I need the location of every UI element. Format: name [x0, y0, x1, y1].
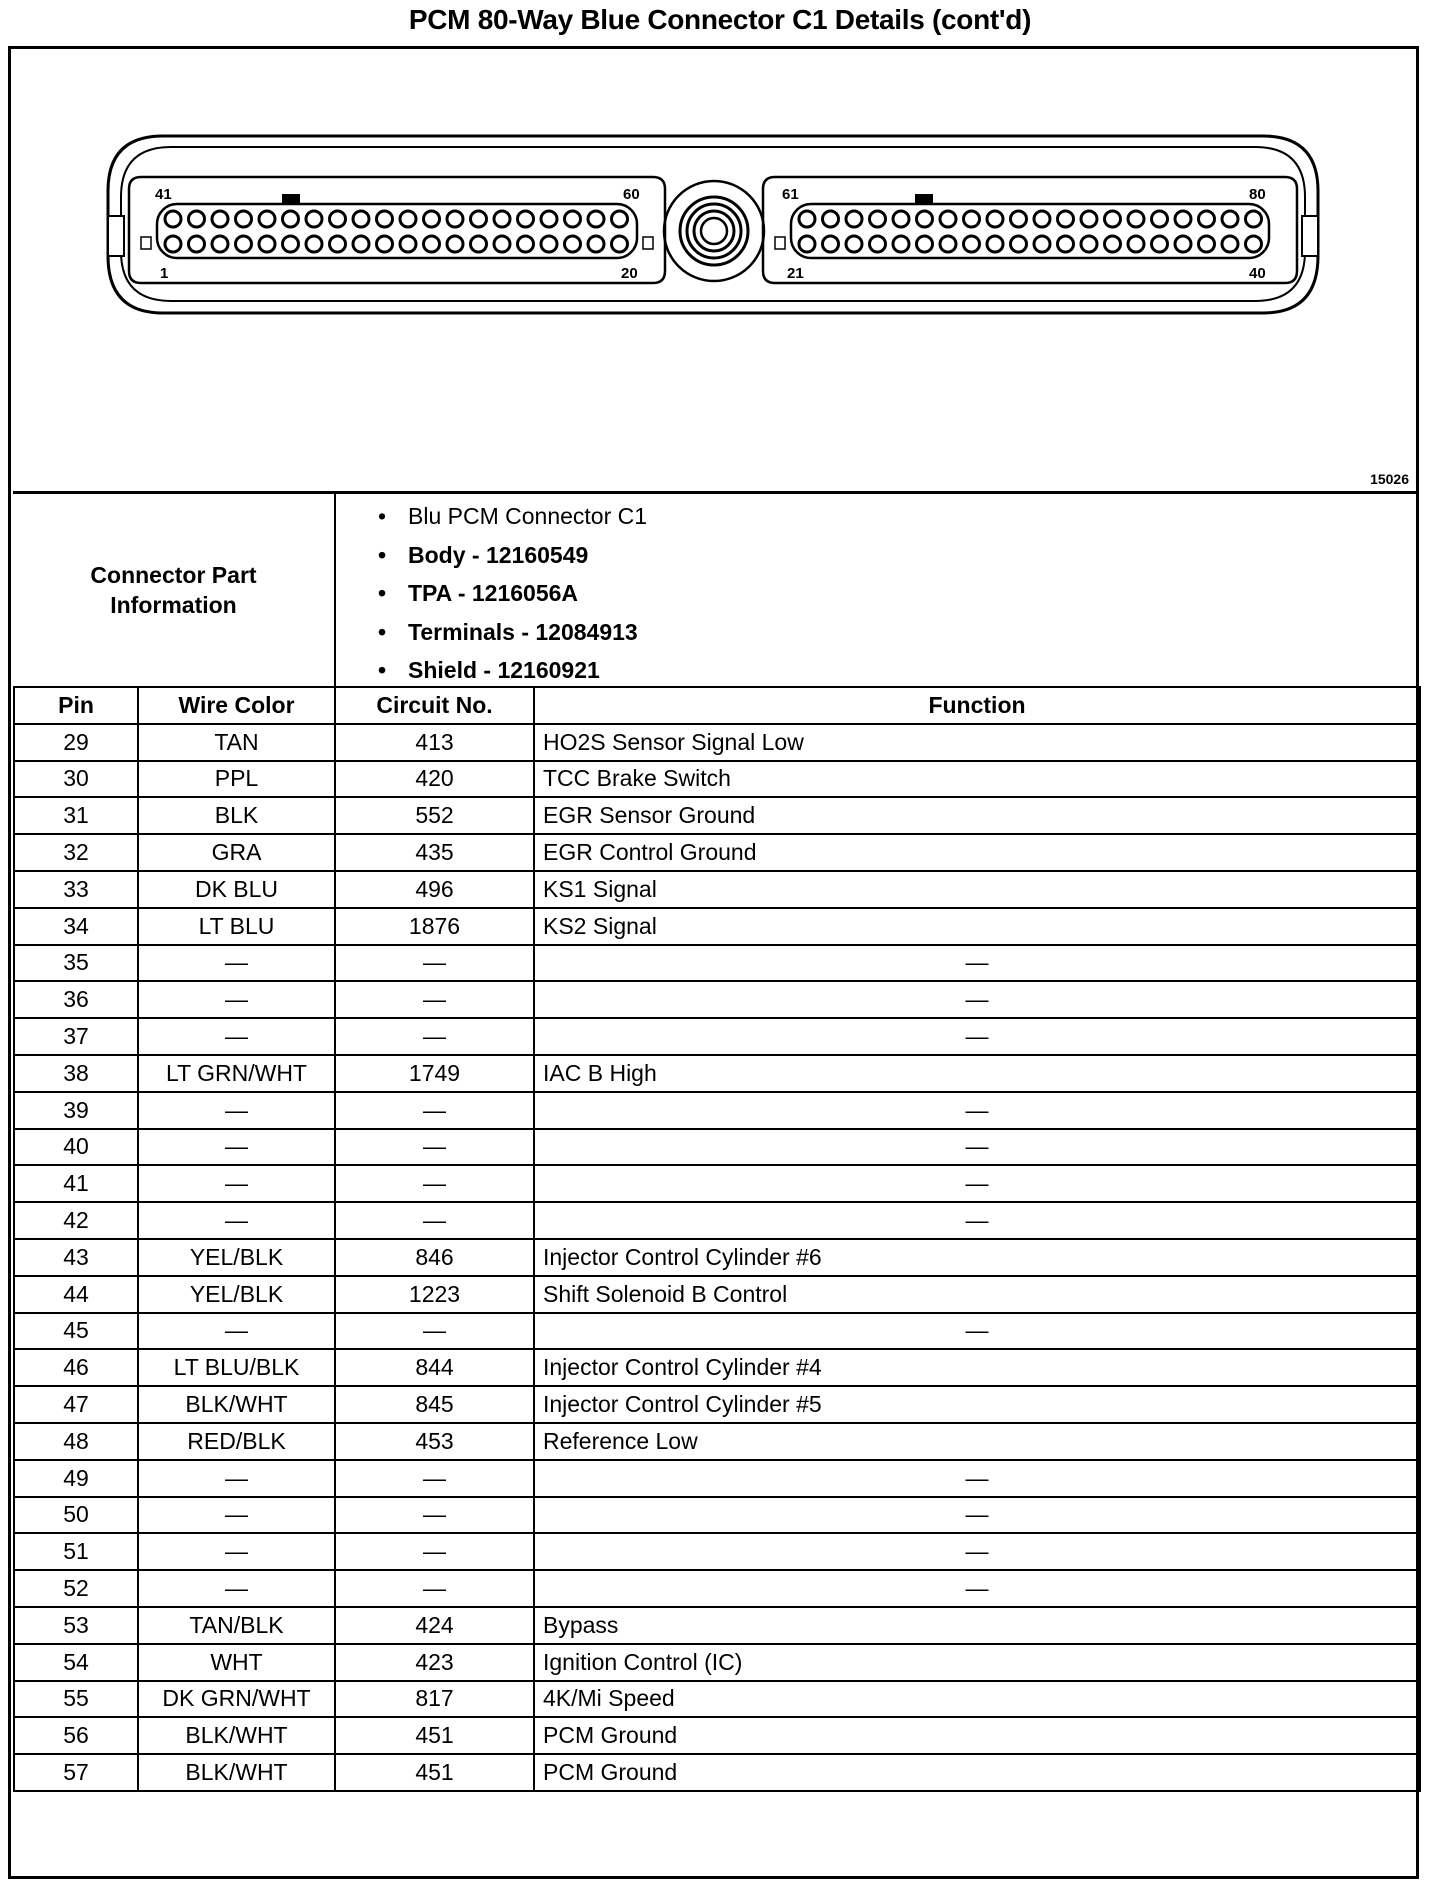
- circuit-no-cell: 413: [335, 724, 534, 761]
- wire-color-cell: LT BLU: [138, 908, 335, 945]
- pin-cell: 47: [14, 1386, 138, 1423]
- circuit-no-cell: 423: [335, 1644, 534, 1681]
- wire-color-cell: BLK/WHT: [138, 1717, 335, 1754]
- pin-cell: 35: [14, 945, 138, 982]
- function-cell: 4K/Mi Speed: [534, 1681, 1420, 1718]
- pin-hole: [917, 236, 933, 252]
- pin-hole: [541, 236, 557, 252]
- function-cell: —: [534, 1018, 1420, 1055]
- left-latch: [108, 216, 124, 256]
- pin-cell: 56: [14, 1717, 138, 1754]
- right-key: [915, 194, 933, 204]
- table-row: [14, 1202, 1420, 1239]
- pin-hole: [1152, 211, 1168, 227]
- left-cavity: [129, 177, 665, 283]
- function-cell: Injector Control Cylinder #4: [534, 1349, 1420, 1386]
- connector-info-item: • Body - 12160549: [378, 536, 647, 575]
- wire-color-cell: YEL/BLK: [138, 1239, 335, 1276]
- wire-color-cell: —: [138, 1460, 335, 1497]
- circuit-no-cell: 1749: [335, 1055, 534, 1092]
- pin-cell: 30: [14, 761, 138, 798]
- wire-color-cell: —: [138, 1018, 335, 1055]
- table-row: [14, 1313, 1420, 1350]
- circuit-no-cell: 435: [335, 834, 534, 871]
- pin-hole: [588, 211, 604, 227]
- table-row: [14, 871, 1420, 908]
- function-cell: —: [534, 1165, 1420, 1202]
- pin-hole: [1081, 236, 1097, 252]
- pin-hole: [799, 211, 815, 227]
- wire-color-cell: —: [138, 1533, 335, 1570]
- pin-table-body: [14, 724, 1420, 1791]
- pin-label-21: 21: [787, 265, 804, 282]
- pin-cell: 57: [14, 1754, 138, 1791]
- connector-info-item: • Shield - 12160921: [378, 651, 647, 690]
- table-row: [14, 1607, 1420, 1644]
- wire-color-cell: WHT: [138, 1644, 335, 1681]
- wire-color-cell: TAN: [138, 724, 335, 761]
- pin-hole: [353, 236, 369, 252]
- table-row: [14, 1349, 1420, 1386]
- pin-hole: [870, 236, 886, 252]
- table-row: [14, 1092, 1420, 1129]
- pin-cell: 34: [14, 908, 138, 945]
- table-header-row: [14, 687, 1420, 724]
- circuit-no-cell: —: [335, 1460, 534, 1497]
- circuit-no-cell: 1223: [335, 1276, 534, 1313]
- table-row: [14, 1018, 1420, 1055]
- wire-color-cell: —: [138, 1202, 335, 1239]
- pin-hole: [541, 211, 557, 227]
- wire-color-cell: —: [138, 1092, 335, 1129]
- pin-hole: [330, 236, 346, 252]
- wire-color-cell: YEL/BLK: [138, 1276, 335, 1313]
- pin-hole: [565, 236, 581, 252]
- function-cell: —: [534, 1313, 1420, 1350]
- table-row: [14, 1055, 1420, 1092]
- table-row: [14, 1386, 1420, 1423]
- table-row: [14, 1533, 1420, 1570]
- pin-cell: 55: [14, 1681, 138, 1718]
- pin-hole: [1105, 211, 1121, 227]
- pin-hole: [846, 236, 862, 252]
- pin-hole: [212, 211, 228, 227]
- pin-cell: 43: [14, 1239, 138, 1276]
- circuit-no-cell: 846: [335, 1239, 534, 1276]
- pin-hole: [236, 236, 252, 252]
- pin-cell: 48: [14, 1423, 138, 1460]
- pin-hole: [165, 236, 181, 252]
- function-cell: EGR Control Ground: [534, 834, 1420, 871]
- pin-hole: [1222, 211, 1238, 227]
- connector-info-label-line1: Connector Part: [90, 562, 257, 588]
- function-cell: TCC Brake Switch: [534, 761, 1420, 798]
- circuit-no-cell: —: [335, 1129, 534, 1166]
- pin-hole: [377, 236, 393, 252]
- pin-hole: [1128, 211, 1144, 227]
- pin-hole: [471, 236, 487, 252]
- left-tab: [141, 237, 151, 249]
- table-row: [14, 1754, 1420, 1791]
- function-cell: —: [534, 1202, 1420, 1239]
- function-cell: IAC B High: [534, 1055, 1420, 1092]
- circuit-no-cell: 451: [335, 1717, 534, 1754]
- pin-hole: [940, 211, 956, 227]
- connector-info-label-line2: Information: [110, 592, 237, 618]
- wire-color-cell: —: [138, 1313, 335, 1350]
- pin-label-61: 61: [782, 186, 799, 203]
- left-pin-block: [157, 204, 637, 258]
- wire-color-cell: GRA: [138, 834, 335, 871]
- pin-hole: [518, 211, 534, 227]
- pin-hole: [1105, 236, 1121, 252]
- circuit-no-cell: 420: [335, 761, 534, 798]
- pin-hole: [306, 236, 322, 252]
- circuit-no-cell: 1876: [335, 908, 534, 945]
- pin-hole: [447, 236, 463, 252]
- pin-cell: 39: [14, 1092, 138, 1129]
- function-cell: —: [534, 945, 1420, 982]
- table-row: [14, 945, 1420, 982]
- wire-color-cell: PPL: [138, 761, 335, 798]
- pin-cell: 36: [14, 981, 138, 1018]
- pin-hole: [917, 211, 933, 227]
- pin-cell: 31: [14, 797, 138, 834]
- pin-cell: 45: [14, 1313, 138, 1350]
- pin-hole: [1175, 236, 1191, 252]
- circuit-no-cell: —: [335, 1202, 534, 1239]
- pin-hole: [1199, 236, 1215, 252]
- right-tab: [775, 237, 785, 249]
- function-cell: —: [534, 1533, 1420, 1570]
- pin-label-80: 80: [1249, 186, 1266, 203]
- wire-color-cell: DK BLU: [138, 871, 335, 908]
- pin-hole: [330, 211, 346, 227]
- pin-hole: [259, 211, 275, 227]
- connector-info-item: • TPA - 1216056A: [378, 574, 647, 613]
- wire-color-cell: —: [138, 945, 335, 982]
- connector-info-divider: [334, 494, 336, 686]
- pin-label-40: 40: [1249, 265, 1266, 282]
- circuit-no-cell: —: [335, 1092, 534, 1129]
- pin-hole: [799, 236, 815, 252]
- pin-hole: [165, 211, 181, 227]
- table-row: [14, 834, 1420, 871]
- table-row: [14, 761, 1420, 798]
- pin-hole: [518, 236, 534, 252]
- pin-label-41: 41: [155, 186, 172, 203]
- pin-cell: 50: [14, 1497, 138, 1534]
- pin-hole: [400, 236, 416, 252]
- pin-hole: [1222, 236, 1238, 252]
- pin-hole: [1011, 211, 1027, 227]
- table-row: [14, 908, 1420, 945]
- right-latch: [1302, 216, 1318, 256]
- circuit-no-cell: —: [335, 981, 534, 1018]
- connector-drawing: [13, 51, 1415, 491]
- wire-color-cell: —: [138, 1570, 335, 1607]
- function-cell: —: [534, 1497, 1420, 1534]
- circuit-no-cell: 845: [335, 1386, 534, 1423]
- center-bolt-outer: [680, 197, 748, 265]
- function-cell: —: [534, 1460, 1420, 1497]
- pin-hole: [1152, 236, 1168, 252]
- pin-hole: [846, 211, 862, 227]
- pin-cell: 29: [14, 724, 138, 761]
- circuit-no-cell: 451: [335, 1754, 534, 1791]
- figure-number: 15026: [1370, 471, 1409, 487]
- table-row: [14, 1165, 1420, 1202]
- function-cell: Injector Control Cylinder #6: [534, 1239, 1420, 1276]
- pin-hole: [1128, 236, 1144, 252]
- pin-cell: 44: [14, 1276, 138, 1313]
- header-function: Function: [534, 687, 1420, 724]
- circuit-no-cell: 496: [335, 871, 534, 908]
- pin-label-20: 20: [621, 265, 638, 282]
- function-cell: —: [534, 1570, 1420, 1607]
- table-row: [14, 1681, 1420, 1718]
- pin-hole: [1246, 211, 1262, 227]
- pin-cell: 42: [14, 1202, 138, 1239]
- pin-table: [13, 686, 1421, 1792]
- pin-cell: 46: [14, 1349, 138, 1386]
- pin-hole: [964, 211, 980, 227]
- table-row: [14, 1276, 1420, 1313]
- pin-hole: [212, 236, 228, 252]
- pin-hole: [471, 211, 487, 227]
- pin-hole: [987, 236, 1003, 252]
- pin-hole: [1081, 211, 1097, 227]
- center-bolt-core: [701, 218, 727, 244]
- function-cell: PCM Ground: [534, 1717, 1420, 1754]
- pin-hole: [893, 236, 909, 252]
- pin-hole: [283, 236, 299, 252]
- table-row: [14, 1129, 1420, 1166]
- pin-cell: 38: [14, 1055, 138, 1092]
- pin-hole: [870, 211, 886, 227]
- table-row: [14, 724, 1420, 761]
- table-row: [14, 981, 1420, 1018]
- pin-cell: 49: [14, 1460, 138, 1497]
- circuit-no-cell: 552: [335, 797, 534, 834]
- wire-color-cell: —: [138, 981, 335, 1018]
- pin-cell: 37: [14, 1018, 138, 1055]
- pin-hole: [283, 211, 299, 227]
- pin-hole: [1034, 236, 1050, 252]
- connector-inner-shell: [121, 147, 1305, 301]
- pin-hole: [306, 211, 322, 227]
- header-pin: Pin: [14, 687, 138, 724]
- circuit-no-cell: 453: [335, 1423, 534, 1460]
- wire-color-cell: BLK: [138, 797, 335, 834]
- function-cell: —: [534, 1092, 1420, 1129]
- pin-hole: [377, 211, 393, 227]
- pin-hole: [494, 211, 510, 227]
- pin-hole: [494, 236, 510, 252]
- pin-hole: [987, 211, 1003, 227]
- pin-cell: 53: [14, 1607, 138, 1644]
- function-cell: HO2S Sensor Signal Low: [534, 724, 1420, 761]
- circuit-no-cell: —: [335, 945, 534, 982]
- header-wire-color: Wire Color: [138, 687, 335, 724]
- connector-info-label: [13, 494, 334, 686]
- pin-hole: [1058, 236, 1074, 252]
- left-key: [282, 194, 300, 204]
- function-cell: Bypass: [534, 1607, 1420, 1644]
- function-cell: —: [534, 981, 1420, 1018]
- pin-hole: [1199, 211, 1215, 227]
- wire-color-cell: —: [138, 1129, 335, 1166]
- circuit-no-cell: 817: [335, 1681, 534, 1718]
- pin-hole: [612, 236, 628, 252]
- pin-hole: [424, 211, 440, 227]
- connector-figure: [13, 51, 1415, 491]
- circuit-no-cell: —: [335, 1313, 534, 1350]
- circuit-no-cell: —: [335, 1570, 534, 1607]
- wire-color-cell: LT BLU/BLK: [138, 1349, 335, 1386]
- connector-outer-shell: [108, 136, 1318, 313]
- pin-hole: [400, 211, 416, 227]
- pin-label-60: 60: [623, 186, 640, 203]
- function-cell: KS2 Signal: [534, 908, 1420, 945]
- pin-hole: [1011, 236, 1027, 252]
- connector-info-item: • Blu PCM Connector C1: [378, 497, 647, 536]
- circuit-no-cell: 844: [335, 1349, 534, 1386]
- header-circuit-no: Circuit No.: [335, 687, 534, 724]
- pin-cell: 52: [14, 1570, 138, 1607]
- function-cell: Shift Solenoid B Control: [534, 1276, 1420, 1313]
- function-cell: PCM Ground: [534, 1754, 1420, 1791]
- function-cell: Ignition Control (IC): [534, 1644, 1420, 1681]
- wire-color-cell: LT GRN/WHT: [138, 1055, 335, 1092]
- table-row: [14, 1717, 1420, 1754]
- function-cell: —: [534, 1129, 1420, 1166]
- right-cavity: [763, 177, 1297, 283]
- table-row: [14, 797, 1420, 834]
- function-cell: Reference Low: [534, 1423, 1420, 1460]
- wire-color-cell: BLK/WHT: [138, 1754, 335, 1791]
- circuit-no-cell: —: [335, 1018, 534, 1055]
- circuit-no-cell: —: [335, 1497, 534, 1534]
- pin-hole: [565, 211, 581, 227]
- pin-hole: [1034, 211, 1050, 227]
- pin-hole: [612, 211, 628, 227]
- pin-cell: 40: [14, 1129, 138, 1166]
- function-cell: Injector Control Cylinder #5: [534, 1386, 1420, 1423]
- pin-hole: [823, 236, 839, 252]
- pin-cell: 54: [14, 1644, 138, 1681]
- table-row: [14, 1239, 1420, 1276]
- wire-color-cell: BLK/WHT: [138, 1386, 335, 1423]
- pin-hole: [893, 211, 909, 227]
- wire-color-cell: —: [138, 1165, 335, 1202]
- pin-cell: 51: [14, 1533, 138, 1570]
- connector-info-list: [378, 497, 647, 690]
- wire-color-cell: TAN/BLK: [138, 1607, 335, 1644]
- pin-hole: [447, 211, 463, 227]
- table-row: [14, 1423, 1420, 1460]
- pin-hole: [236, 211, 252, 227]
- wire-color-cell: —: [138, 1497, 335, 1534]
- pin-cell: 33: [14, 871, 138, 908]
- pin-hole: [424, 236, 440, 252]
- pin-hole: [964, 236, 980, 252]
- table-row: [14, 1644, 1420, 1681]
- pin-hole: [940, 236, 956, 252]
- circuit-no-cell: 424: [335, 1607, 534, 1644]
- pin-hole: [1246, 236, 1262, 252]
- table-row: [14, 1460, 1420, 1497]
- table-row: [14, 1497, 1420, 1534]
- pin-hole: [823, 211, 839, 227]
- wire-color-cell: DK GRN/WHT: [138, 1681, 335, 1718]
- pin-label-1: 1: [160, 265, 169, 282]
- pin-hole: [588, 236, 604, 252]
- pin-hole: [189, 236, 205, 252]
- circuit-no-cell: —: [335, 1533, 534, 1570]
- pin-hole: [189, 211, 205, 227]
- function-cell: KS1 Signal: [534, 871, 1420, 908]
- pin-cell: 32: [14, 834, 138, 871]
- pin-hole: [1058, 211, 1074, 227]
- left-tab-right: [643, 237, 653, 249]
- wire-color-cell: RED/BLK: [138, 1423, 335, 1460]
- connector-info-item: • Terminals - 12084913: [378, 613, 647, 652]
- pin-hole: [259, 236, 275, 252]
- pin-hole: [353, 211, 369, 227]
- circuit-no-cell: —: [335, 1165, 534, 1202]
- pin-hole: [1175, 211, 1191, 227]
- page-title: PCM 80-Way Blue Connector C1 Details (cont'd): [408, 4, 1032, 35]
- right-pin-block: [791, 204, 1269, 258]
- function-cell: EGR Sensor Ground: [534, 797, 1420, 834]
- pin-cell: 41: [14, 1165, 138, 1202]
- table-row: [14, 1570, 1420, 1607]
